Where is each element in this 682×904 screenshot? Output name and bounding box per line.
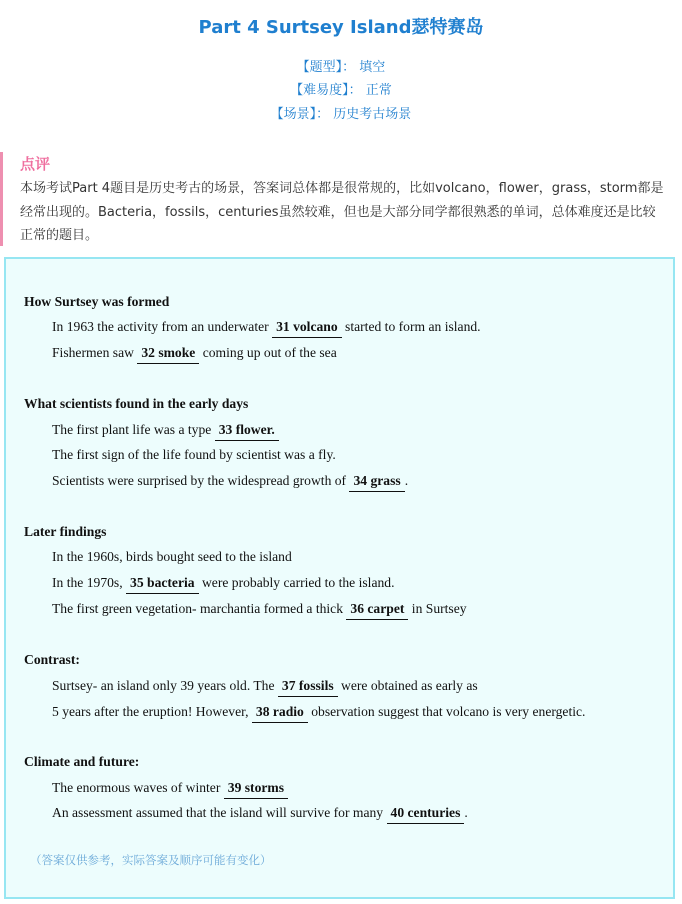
line-text: In the 1970s, (52, 575, 127, 590)
line-text: Fishermen saw (52, 345, 138, 360)
answer-blank: 39 storms (224, 780, 288, 799)
line-text: coming up out of the sea (199, 345, 337, 360)
line-text: observation suggest that volcano is very energetic. (307, 704, 586, 719)
answer-line (52, 344, 337, 364)
answer-line (52, 600, 467, 620)
line-text: An assessment assumed that the island will survive for many (52, 805, 387, 820)
answer-line (52, 703, 585, 723)
line-text: 5 years after the eruption! However, (52, 704, 252, 719)
line-text: In 1963 the activity from an underwater (52, 319, 273, 334)
line-text: . (464, 805, 468, 820)
answer-line (52, 574, 394, 594)
section-heading: How Surtsey was formed (24, 294, 170, 309)
answer-line (52, 804, 468, 824)
answer-line (52, 318, 481, 338)
line-text: Scientists were surprised by the widespread growth of (52, 473, 350, 488)
answer-line (52, 548, 292, 566)
line-text: The first sign of the life found by scientist was a fly. (52, 447, 336, 462)
answer-blank: 37 fossils (278, 678, 338, 697)
question-type: 【题型】： 填空 (296, 60, 386, 75)
answer-line (52, 677, 478, 697)
disclaimer-note: （答案仅供参考，实际答案及顺序可能有变化） (30, 853, 272, 867)
difficulty-level: 【难易度】： 正常 (290, 83, 392, 98)
answer-blank: 32 smoke (137, 345, 199, 364)
line-text: Surtsey- an island only 39 years old. The (52, 678, 278, 693)
line-text: The enormous waves of winter (52, 780, 224, 795)
section-heading: What scientists found in the early days (24, 396, 249, 411)
line-text: were obtained as early as (337, 678, 478, 693)
line-text: in Surtsey (408, 601, 467, 616)
answer-blank: 38 radio (252, 704, 308, 723)
answer-blank: 35 bacteria (126, 575, 199, 594)
answer-blank: 40 centuries (387, 805, 465, 824)
review-heading: 点评 (20, 155, 51, 173)
answer-blank: 31 volcano (272, 319, 342, 338)
answer-line (52, 779, 288, 799)
line-text: started to form an island. (341, 319, 481, 334)
line-text: The first green vegetation- marchantia formed a thick (52, 601, 347, 616)
answer-blank: 34 grass (349, 473, 404, 492)
line-text: . (404, 473, 409, 488)
section-heading: Contrast: (24, 652, 80, 667)
section-heading: Later findings (24, 524, 107, 539)
line-text: The first plant life was a type (52, 422, 215, 437)
answer-line (52, 421, 279, 441)
section-heading: Climate and future: (24, 754, 140, 769)
answer-line (52, 472, 408, 492)
review-text: 本场考试Part 4题目是历史考古的场景，答案词总体都是很常规的，比如volcano，flower，grass，storm都是经常出现的。Bacteria，fossils，centuries虽然较难，但也是大部分同学都很熟悉的单词，总体难度还是比较正常的题目。 (20, 181, 664, 243)
answer-line (52, 446, 336, 464)
line-text: In the 1960s, birds bought seed to the island (52, 549, 292, 564)
answer-blank: 36 carpet (346, 601, 408, 620)
answer-blank: 33 flower. (215, 422, 279, 441)
page-title: Part 4 Surtsey Island瑟特赛岛 (198, 17, 484, 38)
answer-card (4, 257, 675, 899)
line-text: were probably carried to the island. (198, 575, 395, 590)
scene-type: 【场景】： 历史考古场景 (270, 107, 412, 122)
review-block (0, 152, 671, 246)
